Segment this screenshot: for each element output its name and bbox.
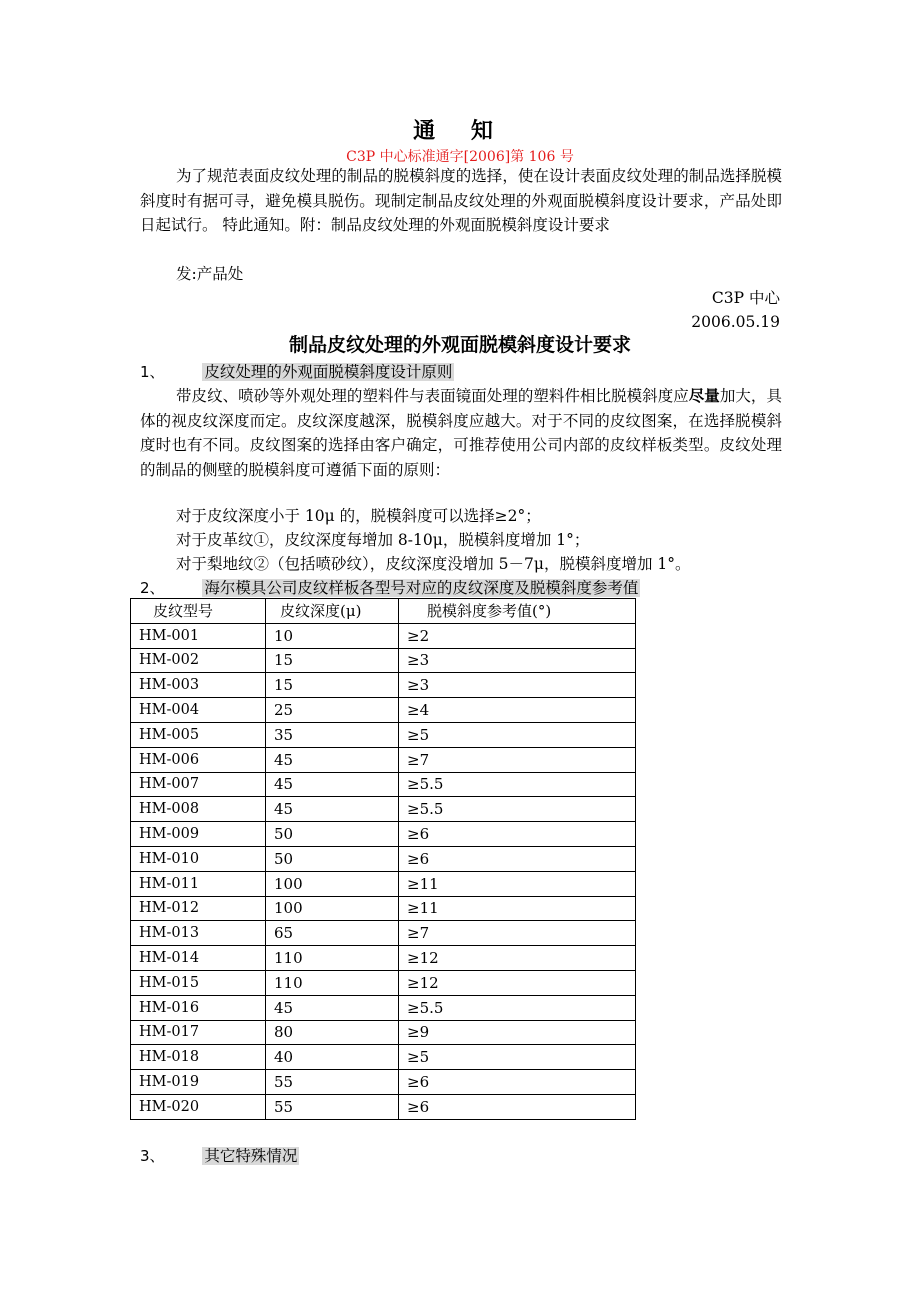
cell-draft-angle: ≥9 bbox=[399, 1020, 636, 1045]
cell-draft-angle: ≥5.5 bbox=[399, 995, 636, 1020]
cell-texture-depth: 35 bbox=[266, 722, 399, 747]
document-number: C3P 中心标准通字[2006]第 106 号 bbox=[346, 149, 574, 165]
section-3-number: 3、 bbox=[140, 1147, 165, 1165]
section-2-number: 2、 bbox=[140, 579, 165, 597]
cell-texture-depth: 15 bbox=[266, 673, 399, 698]
cell-draft-angle: ≥6 bbox=[399, 822, 636, 847]
rule-1: 对于皮纹深度小于 10μ 的，脱模斜度可以选择≥2°； bbox=[176, 507, 541, 525]
cell-texture-model: HM-003 bbox=[131, 673, 266, 698]
header-texture-model: 皮纹型号 bbox=[131, 599, 266, 624]
cell-draft-angle: ≥11 bbox=[399, 896, 636, 921]
table-row bbox=[131, 995, 636, 1020]
section-1-text-a: 带皮纹、喷砂等外观处理的塑料件与表面镜面处理的塑料件相比脱模斜度应 bbox=[176, 387, 689, 405]
cell-texture-depth: 80 bbox=[266, 1020, 399, 1045]
cell-draft-angle: ≥3 bbox=[399, 673, 636, 698]
table-row bbox=[131, 871, 636, 896]
cell-draft-angle: ≥5.5 bbox=[399, 772, 636, 797]
send-to: 发:产品处 bbox=[176, 265, 244, 283]
cell-texture-depth: 45 bbox=[266, 747, 399, 772]
cell-draft-angle: ≥5.5 bbox=[399, 797, 636, 822]
table-row bbox=[131, 673, 636, 698]
cell-texture-depth: 45 bbox=[266, 797, 399, 822]
section-1-text-b: 加大，具体的视皮纹深度而定。皮纹深度越深，脱模斜度应越大。对于不同的皮纹图案，在选择脱模斜度时也有不同。皮纹图案的选择由客户确定，可推荐使用公司内部的皮纹样板类型。皮纹处理的制品的侧壁的脱模斜度可遵循下面的原则： bbox=[140, 387, 782, 479]
table-row bbox=[131, 970, 636, 995]
section-3-heading-row bbox=[140, 1144, 299, 1168]
cell-draft-angle: ≥12 bbox=[399, 946, 636, 971]
cell-draft-angle: ≥4 bbox=[399, 698, 636, 723]
cell-draft-angle: ≥5 bbox=[399, 722, 636, 747]
table-row bbox=[131, 623, 636, 648]
texture-table-body bbox=[131, 623, 636, 1119]
table-row bbox=[131, 1045, 636, 1070]
table-row bbox=[131, 822, 636, 847]
section-1-bold-text: 尽量 bbox=[688, 386, 720, 405]
cell-texture-depth: 15 bbox=[266, 648, 399, 673]
table-row bbox=[131, 698, 636, 723]
cell-draft-angle: ≥7 bbox=[399, 747, 636, 772]
cell-texture-depth: 100 bbox=[266, 896, 399, 921]
cell-texture-depth: 55 bbox=[266, 1070, 399, 1095]
cell-texture-model: HM-017 bbox=[131, 1020, 266, 1045]
cell-texture-depth: 40 bbox=[266, 1045, 399, 1070]
cell-texture-model: HM-010 bbox=[131, 846, 266, 871]
issuer: C3P 中心 bbox=[711, 289, 780, 307]
rule-3: 对于梨地纹②（包括喷砂纹），皮纹深度没增加 5－7μ，脱模斜度增加 1°。 bbox=[176, 555, 691, 573]
table-row bbox=[131, 747, 636, 772]
texture-table bbox=[130, 598, 636, 1120]
section-1-heading-row bbox=[140, 360, 454, 384]
cell-texture-model: HM-008 bbox=[131, 797, 266, 822]
cell-texture-model: HM-005 bbox=[131, 722, 266, 747]
cell-texture-depth: 100 bbox=[266, 871, 399, 896]
cell-texture-depth: 50 bbox=[266, 822, 399, 847]
cell-draft-angle: ≥2 bbox=[399, 623, 636, 648]
issue-date: 2006.05.19 bbox=[691, 313, 780, 331]
cell-texture-model: HM-001 bbox=[131, 623, 266, 648]
cell-texture-model: HM-009 bbox=[131, 822, 266, 847]
notice-body bbox=[140, 164, 782, 238]
cell-texture-model: HM-013 bbox=[131, 921, 266, 946]
section-1-number: 1、 bbox=[140, 363, 165, 381]
table-row bbox=[131, 921, 636, 946]
cell-texture-model: HM-020 bbox=[131, 1094, 266, 1119]
section-1-paragraph bbox=[140, 384, 782, 482]
table-row bbox=[131, 1094, 636, 1119]
table-row bbox=[131, 1020, 636, 1045]
cell-draft-angle: ≥11 bbox=[399, 871, 636, 896]
table-row bbox=[131, 1070, 636, 1095]
cell-draft-angle: ≥3 bbox=[399, 648, 636, 673]
cell-texture-model: HM-019 bbox=[131, 1070, 266, 1095]
cell-texture-model: HM-018 bbox=[131, 1045, 266, 1070]
cell-texture-model: HM-006 bbox=[131, 747, 266, 772]
cell-draft-angle: ≥6 bbox=[399, 1070, 636, 1095]
spec-title: 制品皮纹处理的外观面脱模斜度设计要求 bbox=[288, 334, 631, 356]
cell-draft-angle: ≥6 bbox=[399, 1094, 636, 1119]
cell-texture-model: HM-016 bbox=[131, 995, 266, 1020]
cell-texture-model: HM-002 bbox=[131, 648, 266, 673]
cell-texture-model: HM-012 bbox=[131, 896, 266, 921]
cell-texture-model: HM-007 bbox=[131, 772, 266, 797]
section-1-heading: 皮纹处理的外观面脱模斜度设计原则 bbox=[204, 363, 453, 381]
section-2-heading: 海尔模具公司皮纹样板各型号对应的皮纹深度及脱模斜度参考值 bbox=[204, 579, 639, 597]
cell-draft-angle: ≥6 bbox=[399, 846, 636, 871]
cell-texture-depth: 55 bbox=[266, 1094, 399, 1119]
header-texture-depth: 皮纹深度(μ) bbox=[266, 599, 399, 624]
table-row bbox=[131, 772, 636, 797]
cell-texture-depth: 45 bbox=[266, 995, 399, 1020]
table-row bbox=[131, 846, 636, 871]
section-2-heading-row bbox=[140, 576, 640, 600]
cell-draft-angle: ≥7 bbox=[399, 921, 636, 946]
cell-texture-depth: 50 bbox=[266, 846, 399, 871]
cell-texture-model: HM-011 bbox=[131, 871, 266, 896]
section-3-heading: 其它特殊情况 bbox=[204, 1147, 298, 1165]
header-draft-angle: 脱模斜度参考值(°) bbox=[399, 599, 636, 624]
cell-texture-depth: 65 bbox=[266, 921, 399, 946]
table-header-row bbox=[131, 599, 636, 624]
table-row bbox=[131, 946, 636, 971]
table-row bbox=[131, 648, 636, 673]
cell-texture-model: HM-014 bbox=[131, 946, 266, 971]
table-row bbox=[131, 896, 636, 921]
cell-texture-depth: 110 bbox=[266, 970, 399, 995]
notice-body-text: 为了规范表面皮纹处理的制品的脱模斜度的选择，使在设计表面皮纹处理的制品选择脱模斜度时有据可寻，避免模具脱伤。现制定制品皮纹处理的外观面脱模斜度设计要求，产品处即日起试行。 特此通知。附：制品皮纹处理的外观面脱模斜度设计要求 bbox=[140, 167, 782, 234]
cell-texture-model: HM-015 bbox=[131, 970, 266, 995]
cell-draft-angle: ≥5 bbox=[399, 1045, 636, 1070]
notice-title: 通 知 bbox=[413, 119, 507, 144]
table-row bbox=[131, 722, 636, 747]
table-row bbox=[131, 797, 636, 822]
rule-2: 对于皮革纹①，皮纹深度每增加 8-10μ，脱模斜度增加 1°； bbox=[176, 531, 590, 549]
cell-texture-depth: 110 bbox=[266, 946, 399, 971]
cell-texture-model: HM-004 bbox=[131, 698, 266, 723]
cell-texture-depth: 25 bbox=[266, 698, 399, 723]
cell-texture-depth: 10 bbox=[266, 623, 399, 648]
cell-draft-angle: ≥12 bbox=[399, 970, 636, 995]
cell-texture-depth: 45 bbox=[266, 772, 399, 797]
